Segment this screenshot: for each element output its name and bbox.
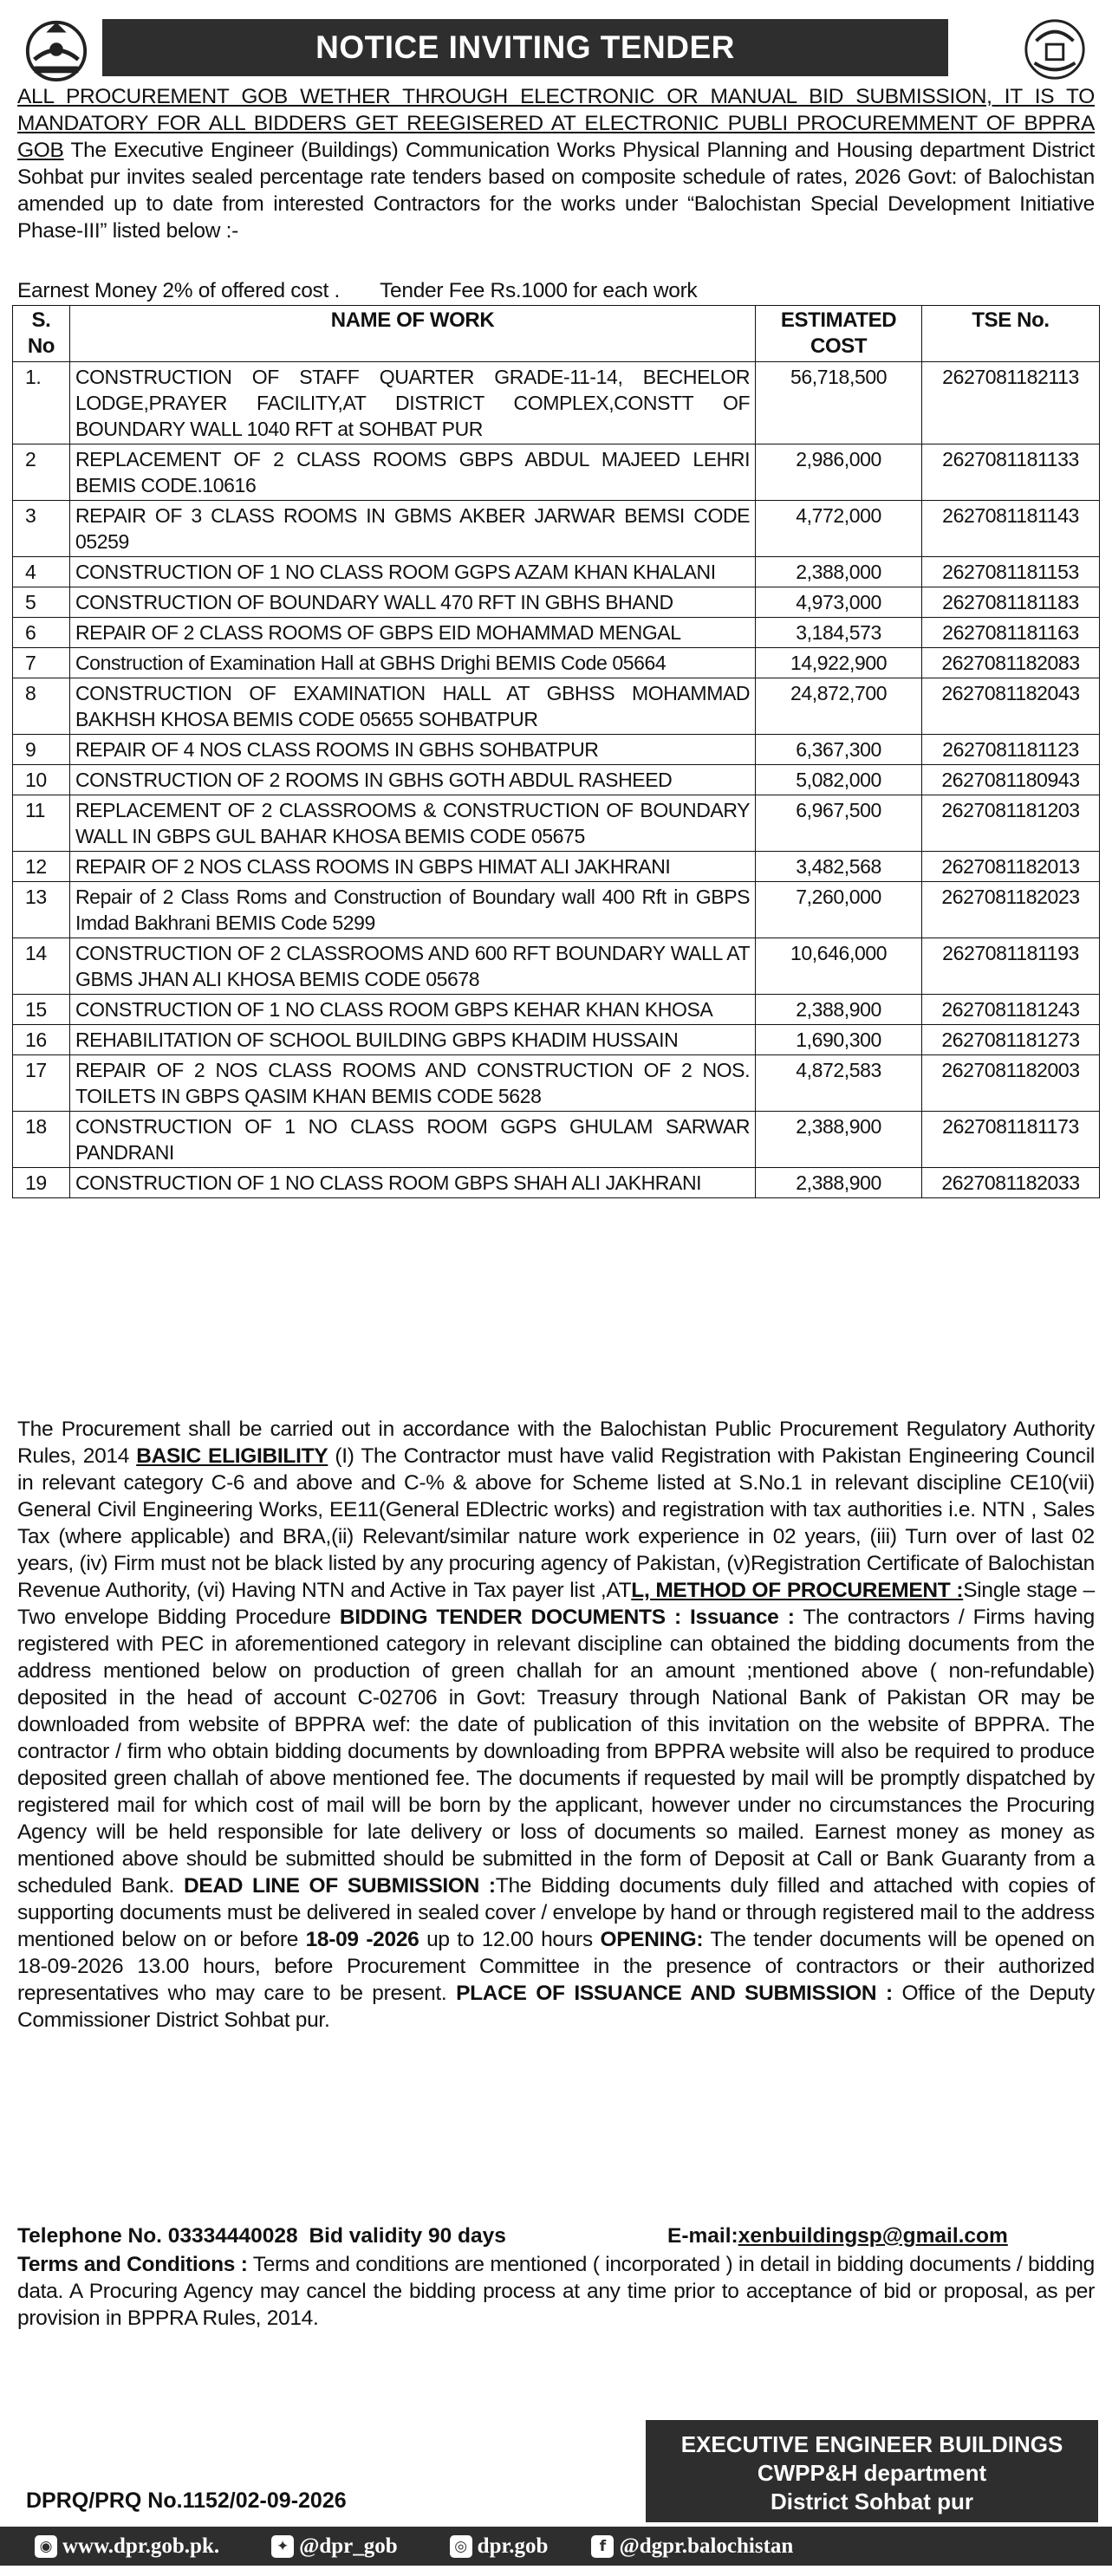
- instagram-text: dpr.gob: [477, 2534, 549, 2558]
- row-sno: 1.: [13, 362, 70, 444]
- facebook-icon: f: [591, 2535, 614, 2558]
- row-work-name: CONSTRUCTION OF 1 NO CLASS ROOM GGPS AZAM KHAN KHALANI: [69, 557, 755, 587]
- row-tse-number: 2627081181133: [922, 444, 1100, 501]
- balochistan-emblem-icon: [23, 16, 90, 83]
- row-sno: 19: [13, 1168, 70, 1198]
- row-work-name: Repair of 2 Class Roms and Construction of Boundary wall 400 Rft in GBPS Imdad Bakhrani BEMIS Code 5299: [69, 882, 755, 938]
- row-estimated-cost: 14,922,900: [756, 648, 922, 678]
- documents-heading: BIDDING TENDER DOCUMENTS : Issuance :: [339, 1606, 795, 1629]
- fee-line: [17, 279, 732, 303]
- row-work-name: CONSTRUCTION OF 1 NO CLASS ROOM GGPS GHULAM SARWAR PANDRANI: [69, 1112, 755, 1168]
- row-sno: 8: [13, 678, 70, 735]
- row-estimated-cost: 3,184,573: [756, 618, 922, 648]
- reference-number: DPRQ/PRQ No.1152/02-09-2026: [26, 2488, 347, 2513]
- row-tse-number: 2627081181153: [922, 557, 1100, 587]
- row-tse-number: 2627081182043: [922, 678, 1100, 735]
- eligibility-heading: BASIC ELIGIBILITY: [136, 1444, 328, 1468]
- intro-paragraph: [17, 83, 1095, 244]
- twitter-text: @dpr_gob: [299, 2534, 398, 2558]
- email-block: [667, 2224, 1008, 2248]
- header-sno: S. No: [13, 306, 70, 362]
- row-tse-number: 2627081181143: [922, 501, 1100, 557]
- footer-twitter[interactable]: [271, 2534, 398, 2559]
- row-sno: 10: [13, 765, 70, 795]
- table-row: [13, 765, 1100, 795]
- documents-text: The contractors / Firms having registered with PEC in aforementioned category in relevant discipline can obtained the bidding documents from the address mentioned below on production of green challah for an amount ;mentioned above ( non-refundable) deposited in the head of account C-02706 in Govt: Treasury through National Bank of Pakistan OR may be downloaded from website of BPPRA wef: the date of publication of this invitation on the website of BPPRA. The contractor / firm who obtain bidding documents by downloading from BPPRA website will also be required to produce deposited green challah of above mentioned fee. The documents if requested by mail will be promptly dispatched by registered mail for which cost of mail will be born by the applicant, however under no circumstances the Procuring Agency will be held responsible for late delivery or loss of documents so mailed. Earnest money as money as mentioned above should be submitted should be submitted in the form of Deposit at Call or Bank Guaranty from a scheduled Bank.: [17, 1606, 1095, 1898]
- row-sno: 17: [13, 1055, 70, 1112]
- table-row: [13, 1168, 1100, 1198]
- row-estimated-cost: 10,646,000: [756, 938, 922, 995]
- table-row: [13, 735, 1100, 765]
- row-sno: 2: [13, 444, 70, 501]
- row-work-name: REPAIR OF 4 NOS CLASS ROOMS IN GBHS SOHBATPUR: [69, 735, 755, 765]
- method-text: Single stage – Two envelope Bidding Procedure: [17, 1579, 1095, 1629]
- place-heading: PLACE OF ISSUANCE AND SUBMISSION :: [456, 1982, 893, 2005]
- registration-notice: ALL PROCUREMENT GOB WETHER THROUGH ELECTRONIC OR MANUAL BID SUBMISSION, IT IS TO MANDATORY FOR ALL BIDDERS GET REEGISERED AT ELECTRONIC PUBLI PROCUREMMENT OF BPPRA GOB: [17, 85, 1095, 162]
- signature-department: CWPP&H department: [757, 2460, 987, 2486]
- table-row: [13, 501, 1100, 557]
- row-estimated-cost: 3,482,568: [756, 852, 922, 882]
- table-row: [13, 1112, 1100, 1168]
- table-row: [13, 618, 1100, 648]
- row-estimated-cost: 24,872,700: [756, 678, 922, 735]
- table-row: [13, 1025, 1100, 1055]
- opening-heading: OPENING:: [600, 1928, 704, 1951]
- instagram-icon: ◎: [450, 2535, 472, 2558]
- facebook-text: @dgpr.balochistan: [619, 2534, 794, 2558]
- row-work-name: REPLACEMENT OF 2 CLASSROOMS & CONSTRUCTION OF BOUNDARY WALL IN GBPS GUL BAHAR KHOSA BEMIS CODE 05675: [69, 795, 755, 852]
- row-sno: 4: [13, 557, 70, 587]
- row-tse-number: 2627081181203: [922, 795, 1100, 852]
- table-row: [13, 882, 1100, 938]
- row-tse-number: 2627081181243: [922, 995, 1100, 1025]
- deadline-text: The Bidding documents duly filled and attached with copies of supporting documents must be delivered in sealed cover / envelope by hand or through registered mail to the address mentioned below on or before: [17, 1874, 1096, 1951]
- terms-paragraph: [17, 2251, 1095, 2332]
- row-sno: 18: [13, 1112, 70, 1168]
- opening-text: The tender documents will be opened on 18-09-2026 13.00 hours, before Procurement Committee in the presence of contractors or their authorized representatives who may care to be present.: [17, 1928, 1095, 2005]
- procurement-rules-text: The Procurement shall be carried out in accordance with the Balochistan Public Procurement Regulatory Authority Rules, 2014: [17, 1418, 1095, 1468]
- deadline-heading: DEAD LINE OF SUBMISSION :: [183, 1874, 496, 1898]
- row-sno: 3: [13, 501, 70, 557]
- row-tse-number: 2627081181123: [922, 735, 1100, 765]
- row-tse-number: 2627081182083: [922, 648, 1100, 678]
- invitation-text: The Executive Engineer (Buildings) Communication Works Physical Planning and Housing department District Sohbat pur invites sealed percentage rate tenders based on composite schedule of rates, 2026 Govt: of Balochistan amended up to date from interested Contractors for the works under “Balochistan Special Development Initiative Phase-III” listed below :-: [17, 139, 1095, 243]
- eligibility-text: (I) The Contractor must have valid Registration with Pakistan Engineering Council in relevant category C-6 and above and C-% & above for Scheme listed at S.No.1 in relevant discipline CE10(vii) General Civil Engineering Works, EE11(General EDlectric works) and registration with tax authorities i.e. NTN , Sales Tax (where applicable) and BRA,(ii) Relevant/similar nature work experience in 02 years, (iii) Turn over of last 02 years, (iv) Firm must not be black listed by any procuring agency of Pakistan, (v)Registration Certificate of Balochistan Revenue Authority, (vi) Having NTN and Active in Tax payer list ,AT: [17, 1444, 1095, 1602]
- signature-district: District Sohbat pur: [770, 2488, 973, 2514]
- government-seal-icon: [1021, 16, 1089, 83]
- row-estimated-cost: 2,388,000: [756, 557, 922, 587]
- row-sno: 11: [13, 795, 70, 852]
- table-row: [13, 852, 1100, 882]
- row-work-name: CONSTRUCTION OF STAFF QUARTER GRADE-11-14, BECHELOR LODGE,PRAYER FACILITY,AT DISTRICT COMPLEX,CONSTT OF BOUNDARY WALL 1040 RFT at SOHBAT PUR: [69, 362, 755, 444]
- row-work-name: REHABILITATION OF SCHOOL BUILDING GBPS KHADIM HUSSAIN: [69, 1025, 755, 1055]
- bid-validity: Bid validity 90 days: [309, 2224, 506, 2248]
- globe-icon: ◉: [35, 2535, 57, 2558]
- table-row: [13, 678, 1100, 735]
- footer-facebook[interactable]: [591, 2534, 793, 2559]
- row-tse-number: 2627081181163: [922, 618, 1100, 648]
- table-row: [13, 648, 1100, 678]
- row-estimated-cost: 56,718,500: [756, 362, 922, 444]
- table-row: [13, 587, 1100, 618]
- row-estimated-cost: 4,772,000: [756, 501, 922, 557]
- row-tse-number: 2627081181193: [922, 938, 1100, 995]
- row-work-name: CONSTRUCTION OF EXAMINATION HALL AT GBHSS MOHAMMAD BAKHSH KHOSA BEMIS CODE 05655 SOHBATPUR: [69, 678, 755, 735]
- row-tse-number: 2627081180943: [922, 765, 1100, 795]
- row-work-name: REPLACEMENT OF 2 CLASS ROOMS GBPS ABDUL MAJEED LEHRI BEMIS CODE.10616: [69, 444, 755, 501]
- row-work-name: CONSTRUCTION OF BOUNDARY WALL 470 RFT IN GBHS BHAND: [69, 587, 755, 618]
- footer-bar: [0, 2527, 1112, 2566]
- row-sno: 12: [13, 852, 70, 882]
- row-estimated-cost: 2,388,900: [756, 1112, 922, 1168]
- row-estimated-cost: 5,082,000: [756, 765, 922, 795]
- table-row: [13, 938, 1100, 995]
- table-row: [13, 444, 1100, 501]
- table-row: [13, 1055, 1100, 1112]
- row-work-name: REPAIR OF 2 NOS CLASS ROOMS AND CONSTRUCTION OF 2 NOS. TOILETS IN GBPS QASIM KHAN BEMIS CODE 5628: [69, 1055, 755, 1112]
- row-work-name: CONSTRUCTION OF 1 NO CLASS ROOM GBPS KEHAR KHAN KHOSA: [69, 995, 755, 1025]
- method-heading: L, METHOD OF PROCUREMENT :: [631, 1579, 964, 1602]
- row-sno: 6: [13, 618, 70, 648]
- terms-heading: Terms and Conditions :: [17, 2253, 248, 2276]
- twitter-icon: ✦: [271, 2535, 294, 2558]
- footer-instagram[interactable]: [450, 2534, 549, 2559]
- row-sno: 5: [13, 587, 70, 618]
- row-tse-number: 2627081182003: [922, 1055, 1100, 1112]
- row-sno: 13: [13, 882, 70, 938]
- footer-website[interactable]: [35, 2534, 219, 2559]
- header-tse: TSE No.: [922, 306, 1100, 362]
- header-cost: ESTIMATED COST: [756, 306, 922, 362]
- row-work-name: CONSTRUCTION OF 2 ROOMS IN GBHS GOTH ABDUL RASHEED: [69, 765, 755, 795]
- earnest-money: Earnest Money 2% of offered cost .: [17, 279, 341, 302]
- row-tse-number: 2627081182023: [922, 882, 1100, 938]
- row-tse-number: 2627081182033: [922, 1168, 1100, 1198]
- signature-block: [646, 2420, 1098, 2522]
- row-work-name: Construction of Examination Hall at GBHS Drighi BEMIS Code 05664: [69, 648, 755, 678]
- row-work-name: CONSTRUCTION OF 1 NO CLASS ROOM GBPS SHAH ALI JAKHRANI: [69, 1168, 755, 1198]
- tender-fee: Tender Fee Rs.1000 for each work: [380, 279, 698, 302]
- email-link[interactable]: xenbuildingsp@gmail.com: [738, 2224, 1008, 2248]
- table-row: [13, 362, 1100, 444]
- row-estimated-cost: 2,388,900: [756, 995, 922, 1025]
- page-title: NOTICE INVITING TENDER: [102, 19, 948, 76]
- deadline-date: 18-09 -2026: [305, 1928, 419, 1951]
- row-tse-number: 2627081181183: [922, 587, 1100, 618]
- row-tse-number: 2627081182113: [922, 362, 1100, 444]
- terms-text: Terms and conditions are mentioned ( incorporated ) in detail in bidding documents / bidding data. A Procuring Agency may cancel the bidding process at any time prior to acceptance of bid or proposal, as per provision in BPPRA Rules, 2014.: [17, 2253, 1095, 2330]
- website-text: www.dpr.gob.pk.: [62, 2534, 220, 2558]
- row-work-name: CONSTRUCTION OF 2 CLASSROOMS AND 600 RFT BOUNDARY WALL AT GBMS JHAN ALI KHOSA BEMIS CODE 05678: [69, 938, 755, 995]
- row-work-name: REPAIR OF 3 CLASS ROOMS IN GBMS AKBER JARWAR BEMSI CODE 05259: [69, 501, 755, 557]
- row-tse-number: 2627081181273: [922, 1025, 1100, 1055]
- row-estimated-cost: 1,690,300: [756, 1025, 922, 1055]
- table-row: [13, 795, 1100, 852]
- row-work-name: REPAIR OF 2 CLASS ROOMS OF GBPS EID MOHAMMAD MENGAL: [69, 618, 755, 648]
- row-sno: 7: [13, 648, 70, 678]
- row-tse-number: 2627081182013: [922, 852, 1100, 882]
- table-row: [13, 995, 1100, 1025]
- header-name: NAME OF WORK: [69, 306, 755, 362]
- row-estimated-cost: 7,260,000: [756, 882, 922, 938]
- row-work-name: REPAIR OF 2 NOS CLASS ROOMS IN GBPS HIMAT ALI JAKHRANI: [69, 852, 755, 882]
- row-sno: 9: [13, 735, 70, 765]
- row-tse-number: 2627081181173: [922, 1112, 1100, 1168]
- row-estimated-cost: 2,986,000: [756, 444, 922, 501]
- table-row: [13, 557, 1100, 587]
- row-estimated-cost: 6,367,300: [756, 735, 922, 765]
- email-label: E-mail:: [667, 2224, 738, 2248]
- row-estimated-cost: 6,967,500: [756, 795, 922, 852]
- place-text: Office of the Deputy Commissioner District Sohbat pur.: [17, 1982, 1095, 2032]
- procurement-details: [17, 1416, 1095, 2034]
- deadline-time: up to 12.00 hours: [419, 1928, 601, 1951]
- signature-title: EXECUTIVE ENGINEER BUILDINGS: [680, 2431, 1063, 2457]
- works-table: [12, 305, 1100, 1198]
- row-sno: 14: [13, 938, 70, 995]
- row-estimated-cost: 2,388,900: [756, 1168, 922, 1198]
- row-sno: 16: [13, 1025, 70, 1055]
- row-estimated-cost: 4,872,583: [756, 1055, 922, 1112]
- contact-line: [17, 2224, 1095, 2248]
- row-sno: 15: [13, 995, 70, 1025]
- row-estimated-cost: 4,973,000: [756, 587, 922, 618]
- telephone: Telephone No. 03334440028: [17, 2224, 298, 2248]
- table-header-row: [13, 306, 1100, 362]
